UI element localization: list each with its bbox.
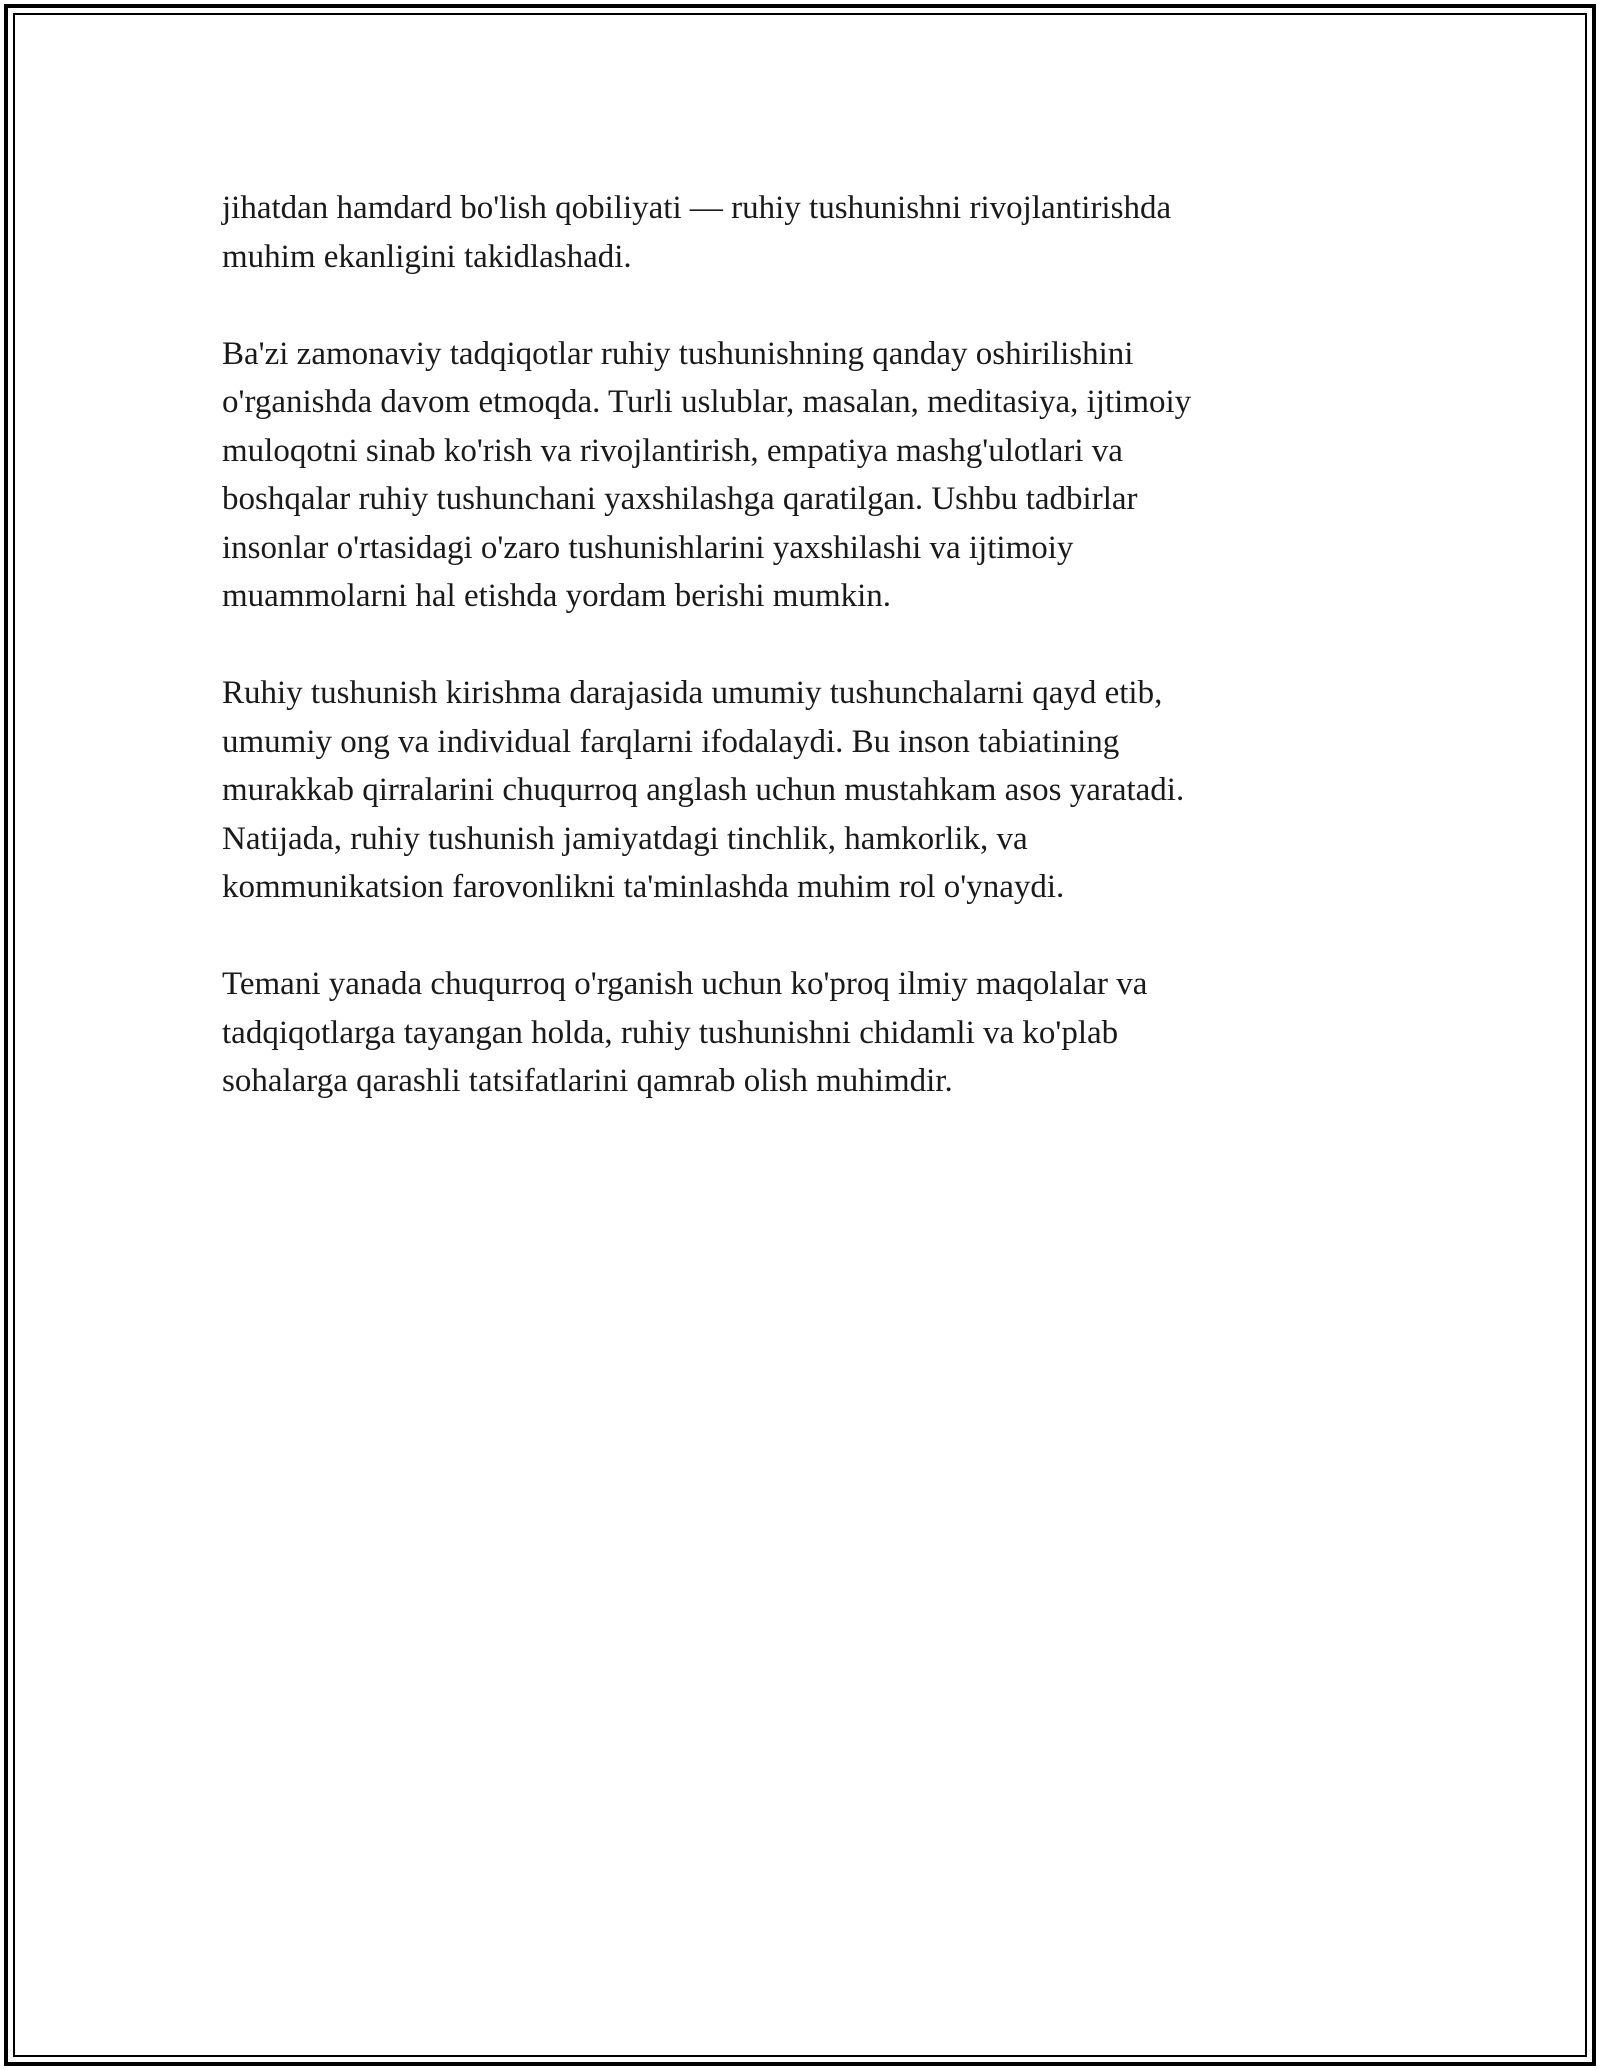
paragraph-1: jihatdan hamdard bo'lish qobiliyati — ruhiy tushunishni rivojlantirishda muhim ekanligini takidlashadi. <box>222 190 1172 275</box>
document-body <box>222 184 1382 1154</box>
paragraph-4: Temani yanada chuqurroq o'rganish uchun ko'proq ilmiy maqolalar va tadqiqotlarga tayangan holda, ruhiy tushunishni chidamli va ko'plab sohalarga qarashli tatsifatlarini qamrab olish muhimdir. <box>222 966 1148 1099</box>
paragraph-3: Ruhiy tushunish kirishma darajasida umumiy tushunchalarni qayd etib, umumiy ong va individual farqlarni ifodalaydi. Bu inson tabiatining murakkab qirralarini chuqurroq anglash uchun mustahkam asos yaratadi. Natijada, ruhiy tushunish jamiyatdagi tinchlik, hamkorlik, va kommunikatsion farovonlikni ta'minlashda muhim rol o'ynaydi. <box>222 675 1185 905</box>
paragraph-2: Ba'zi zamonaviy tadqiqotlar ruhiy tushunishning qanday oshirilishini o'rganishda davom etmoqda. Turli uslublar, masalan, meditasiya, ijtimoiy muloqotni sinab ko'rish va rivojlantirish, empatiya mashg'ulotlari va boshqalar ruhiy tushunchani yaxshilashga qaratilgan. Ushbu tadbirlar insonlar o'rtasidagi o'zaro tushunishlarini yaxshilashi va ijtimoiy muammolarni hal etishda yordam berishi mumkin. <box>222 335 1192 614</box>
